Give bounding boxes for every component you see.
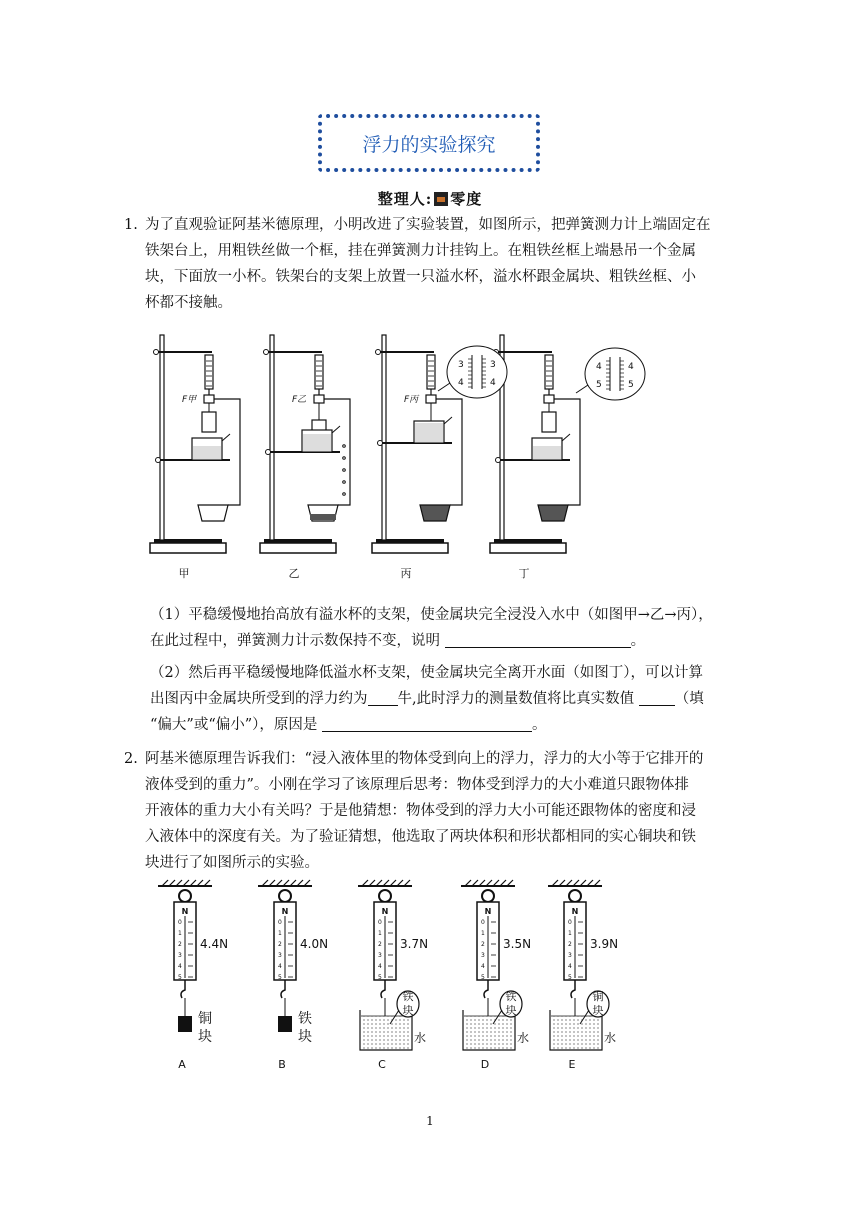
scale-unit: N <box>571 907 579 916</box>
scale-tick-label: 5 <box>278 974 282 981</box>
spring-scale-B <box>258 880 328 1071</box>
callout-pointer <box>438 383 450 391</box>
spring-scale <box>205 355 213 389</box>
liquid-label: 水 <box>603 1031 617 1045</box>
scale-ring <box>482 890 494 902</box>
force-label: F乙 <box>292 395 307 405</box>
small-cup <box>420 505 450 521</box>
q1-sub1-line1: （1）平稳缓慢地抬高放有溢水杯的支架，使金属块完全浸没入水中（如图甲→乙→丙）， <box>150 607 713 623</box>
spout <box>222 434 230 441</box>
scale-ring <box>379 890 391 902</box>
clamp-knob <box>376 350 381 355</box>
wire-frame <box>436 399 462 505</box>
spring-scale-D <box>461 880 531 1071</box>
frame-top <box>426 395 436 403</box>
scale-tick-label: 2 <box>568 941 572 948</box>
block-label: 铁 <box>505 990 517 1003</box>
water-drop <box>343 445 346 448</box>
liquid-label: 水 <box>516 1031 530 1045</box>
liquid-label: 水 <box>413 1031 427 1045</box>
scale-ring <box>569 890 581 902</box>
scale-tick-label: 3 <box>481 952 485 959</box>
figure-label: C <box>378 1058 386 1071</box>
answer-blank[interactable] <box>639 689 675 706</box>
block-label: 块 <box>198 1029 212 1045</box>
metal-block <box>278 1016 292 1032</box>
clamp-knob <box>378 441 383 446</box>
answer-blank[interactable] <box>368 689 398 706</box>
spring-scale <box>545 355 553 389</box>
callout-pointer <box>576 385 588 393</box>
title-box <box>318 114 540 172</box>
scale-tick-label: 1 <box>481 930 485 937</box>
spring-scale-C <box>358 880 428 1071</box>
figure-label: 丁 <box>518 567 530 580</box>
spring-scale-E <box>548 880 618 1071</box>
scale-tick-label: 5 <box>481 974 485 981</box>
scale-tick-label: 1 <box>378 930 382 937</box>
apparatus-1 <box>260 335 350 580</box>
metal-block <box>178 1016 192 1032</box>
block-label: 块 <box>505 1004 517 1017</box>
spout <box>562 434 570 441</box>
q1-intro-line: 块，下面放一小杯。铁架台的支架上放置一只溢水杯，溢水杯跟金属块、粗铁丝框、小 <box>145 269 696 285</box>
spout <box>332 426 340 433</box>
page-title: 浮力的实验探究 <box>362 133 496 156</box>
scale-ring <box>179 890 191 902</box>
scale-tick-label: 5 <box>568 974 572 981</box>
scale-unit: N <box>381 907 389 916</box>
scale-tick-label: 3 <box>378 952 382 959</box>
block-label: 铜 <box>592 990 604 1003</box>
figure-label: 甲 <box>178 567 190 580</box>
answer-blank[interactable] <box>322 715 532 732</box>
beaker-water <box>551 1016 601 1049</box>
scale-tick-label: 4 <box>481 963 485 970</box>
scale-hook <box>484 980 488 998</box>
water-drop <box>343 481 346 484</box>
scale-tick-label: 5 <box>378 974 382 981</box>
stand-base <box>260 543 336 553</box>
q1-intro-line: 铁架台上，用粗铁丝做一个框，挂在弹簧测力计挂钩上。在粗铁丝框上端悬吊一个金属 <box>145 243 696 259</box>
figure-label: 乙 <box>288 567 300 580</box>
stand-rod <box>270 335 274 540</box>
scale-num: 4 <box>628 362 634 372</box>
scale-tick-label: 1 <box>178 930 182 937</box>
scale-reading: 3.9N <box>590 937 619 951</box>
scale-hook <box>381 980 385 998</box>
callout-bubble <box>585 348 645 400</box>
spring-scale-A <box>158 880 228 1071</box>
q1-sub2-line2b: 牛,此时浮力的测量数值将比真实数值 <box>397 691 635 707</box>
stand-rod <box>382 335 386 540</box>
water <box>303 434 331 451</box>
q1-intro-line: 杯都不接触。 <box>145 295 232 311</box>
scale-tick-label: 4 <box>568 963 572 970</box>
clamp-knob <box>266 450 271 455</box>
compiler-name: 零度 <box>450 190 483 208</box>
scale-unit: N <box>181 907 189 916</box>
q2-line: 开液体的重力大小有关吗？于是他猜想：物体受到的浮力大小可能还跟物体的密度和浸 <box>145 803 696 819</box>
punct: 。 <box>630 633 646 649</box>
water <box>193 446 221 459</box>
spout <box>444 417 452 424</box>
q2-spring-scale-figure <box>140 878 640 1078</box>
scale-unit: N <box>484 907 492 916</box>
q2-text <box>145 746 745 876</box>
scale-ring <box>279 890 291 902</box>
scale-tick-label: 2 <box>178 941 182 948</box>
figure-label: 丙 <box>400 567 412 580</box>
clamp-knob <box>264 350 269 355</box>
scale-tick-label: 2 <box>278 941 282 948</box>
scale-num: 4 <box>596 362 602 372</box>
block-label: 块 <box>402 1004 414 1017</box>
scale-tick-label: 0 <box>568 919 572 926</box>
scale-num: 4 <box>458 378 464 388</box>
scale-tick-label: 0 <box>178 919 182 926</box>
scale-tick-label: 1 <box>278 930 282 937</box>
force-label: F丙 <box>404 395 419 405</box>
scale-tick-label: 2 <box>481 941 485 948</box>
punct: 。 <box>532 717 547 733</box>
clamp-knob <box>496 458 501 463</box>
q2-line: 入液体中的深度有关。为了验证猜想，他选取了两块体积和形状都相同的实心铜块和铁 <box>145 829 696 845</box>
scale-tick-label: 3 <box>278 952 282 959</box>
frame-top <box>314 395 324 403</box>
block-label: 铜 <box>198 1011 212 1027</box>
scale-tick-label: 4 <box>278 963 282 970</box>
q1-number: 1. <box>124 217 138 233</box>
water-drop <box>343 457 346 460</box>
small-cup-water <box>310 514 336 520</box>
beaker-water <box>464 1016 514 1049</box>
scale-hook <box>571 980 575 998</box>
figure-label: B <box>278 1058 286 1071</box>
q2-number: 2. <box>124 751 138 767</box>
block-label: 块 <box>592 1004 604 1017</box>
frame-top <box>544 395 554 403</box>
q1-intro-line: 为了直观验证阿基米德原理，小明改进了实验装置，如图所示，把弹簧测力计上端固定在 <box>145 217 711 233</box>
scale-unit: N <box>281 907 289 916</box>
scale-tick-label: 4 <box>378 963 382 970</box>
q1-sub2-line3: “偏大”或“偏小”），原因是 <box>150 717 318 733</box>
scale-callout <box>438 346 507 398</box>
small-cup <box>538 505 568 521</box>
metal-block <box>202 412 216 432</box>
scale-num: 3 <box>458 360 464 370</box>
scale-hook <box>181 980 185 998</box>
scale-num: 3 <box>490 360 496 370</box>
q1-sub1 <box>150 602 770 654</box>
q1-sub2 <box>150 660 770 738</box>
water <box>533 446 561 459</box>
scale-num: 5 <box>628 380 634 390</box>
scale-tick-label: 5 <box>178 974 182 981</box>
beaker-water <box>361 1016 411 1049</box>
scale-reading: 4.4N <box>200 937 229 951</box>
clamp-knob <box>156 458 161 463</box>
avatar-icon <box>434 192 448 206</box>
scale-reading: 3.5N <box>503 937 532 951</box>
water-drop <box>343 469 346 472</box>
scale-tick-label: 0 <box>481 919 485 926</box>
q1-apparatus-figure <box>140 325 680 587</box>
water <box>415 423 443 442</box>
callout-bubble <box>447 346 507 398</box>
stand-base <box>490 543 566 553</box>
q1-sub1-line2: 在此过程中，弹簧测力计示数保持不变，说明 <box>150 633 440 649</box>
figure-label: D <box>480 1058 490 1071</box>
q2-line: 块进行了如图所示的实验。 <box>145 855 319 871</box>
spring-scale <box>315 355 323 389</box>
scale-tick-label: 0 <box>278 919 282 926</box>
frame-top <box>204 395 214 403</box>
clamp-knob <box>154 350 159 355</box>
water-drop <box>343 493 346 496</box>
scale-tick-label: 0 <box>378 919 382 926</box>
scale-tick-label: 4 <box>178 963 182 970</box>
metal-block <box>542 412 556 432</box>
q1-sub2-line1: （2）然后再平稳缓慢地降低溢水杯支架，使金属块完全离开水面（如图丁），可以计算 <box>150 665 703 681</box>
stand-base <box>372 543 448 553</box>
compiler-prefix: 整理人: <box>377 190 433 208</box>
figure-label: E <box>568 1058 576 1071</box>
block-label: 块 <box>298 1029 312 1045</box>
block-label: 铁 <box>402 990 414 1003</box>
q1-sub2-line2c: （填 <box>674 691 704 707</box>
small-cup <box>198 505 228 521</box>
spring-scale <box>427 355 435 389</box>
compiler-line <box>0 188 860 209</box>
scale-tick-label: 1 <box>568 930 572 937</box>
scale-callout <box>576 348 645 400</box>
scale-reading: 3.7N <box>400 937 429 951</box>
q2-line: 阿基米德原理告诉我们：“浸入液体里的物体受到向上的浮力，浮力的大小等于它排开的 <box>145 751 704 767</box>
page-number: 1 <box>426 1114 434 1128</box>
q2-line: 液体受到的重力”。小刚在学习了该原理后思考：物体受到浮力的大小难道只跟物体排 <box>145 777 689 793</box>
force-label: F甲 <box>182 395 197 405</box>
scale-reading: 4.0N <box>300 937 329 951</box>
scale-tick-label: 3 <box>178 952 182 959</box>
scale-tick-label: 2 <box>378 941 382 948</box>
q1-intro <box>145 212 745 316</box>
apparatus-0 <box>150 335 240 580</box>
q1-sub2-line2: 出图丙中金属块所受到的浮力约为 <box>150 691 368 707</box>
scale-num: 5 <box>596 380 602 390</box>
stand-rod <box>160 335 164 540</box>
scale-num: 4 <box>490 378 496 388</box>
answer-blank[interactable] <box>445 631 631 648</box>
block-label: 铁 <box>298 1011 312 1027</box>
stand-base <box>150 543 226 553</box>
figure-label: A <box>178 1058 186 1071</box>
scale-hook <box>281 980 285 998</box>
scale-tick-label: 3 <box>568 952 572 959</box>
